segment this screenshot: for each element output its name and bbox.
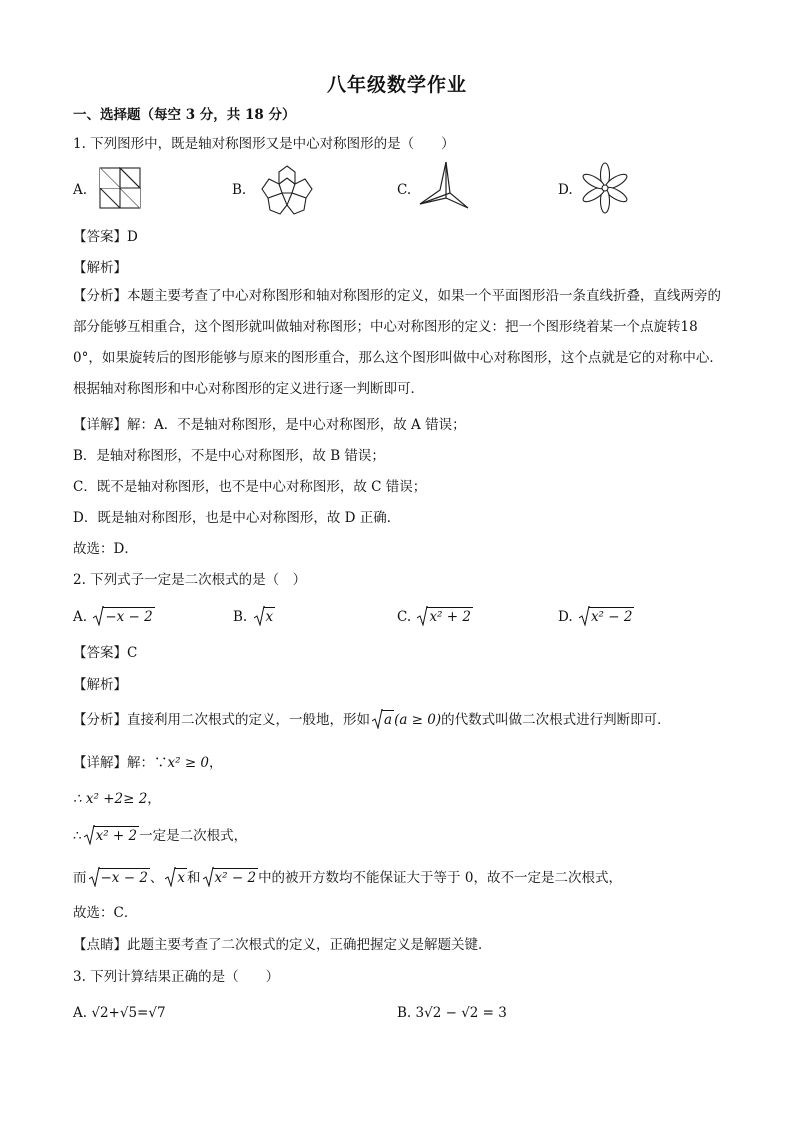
q2-detail-4 — [73, 868, 622, 887]
q1-detail-line: B．是轴对称图形，不是中心对称图形，故 B 错误； — [73, 448, 385, 464]
pentagon-ring-figure-icon — [259, 165, 315, 217]
q2-answer: 【答案】C — [73, 645, 138, 661]
q1-option-c-label: C. — [397, 182, 412, 198]
section-heading: 一、选择题（每空 3 分，共 18 分） — [73, 107, 296, 123]
q2-option-c — [397, 607, 473, 626]
q2-option-b-radicand: x — [265, 609, 274, 625]
q1-detail-line: 【详解】解：A．不是轴对称图形，是中心对称图形，故 A 错误； — [73, 417, 466, 433]
flower-figure-icon — [580, 162, 630, 214]
sqrt-expression — [579, 607, 635, 626]
q2-analysis-pre: 【分析】直接利用二次根式的定义，一般地，形如 — [73, 712, 370, 728]
q3-option-a — [73, 1004, 166, 1022]
pinwheel-figure-icon — [99, 167, 141, 209]
q2-option-c-label: C. — [397, 609, 412, 625]
q2-detail-4-and: 和 — [187, 870, 201, 886]
q1-analysis-heading: 【解析】 — [73, 260, 127, 276]
page-title: 八年级数学作业 — [326, 74, 467, 96]
q1-option-a-label: A. — [73, 182, 88, 198]
sqrt-expression — [372, 710, 394, 729]
q2-analysis-condition: (a ≥ 0) — [394, 712, 442, 728]
q2-option-a-radicand: −x − 2 — [105, 609, 153, 625]
q2-detail-4-radicand-3: x² − 2 — [214, 870, 257, 886]
q2-detail-3-pre: ∴ — [73, 828, 82, 844]
q2-detail-2 — [73, 790, 161, 808]
sqrt-expression — [93, 607, 154, 626]
q2-comment: 【点睛】此题主要考查了二次根式的定义，正确把握定义是解题关键． — [73, 937, 492, 953]
q2-detail-1 — [73, 754, 223, 772]
q2-detail-4-radicand-2: x — [177, 870, 186, 886]
q1-answer: 【答案】D — [73, 229, 138, 245]
q2-detail-2-math: ∴ x² +2≥ 2 — [73, 791, 148, 807]
q2-detail-1-pre: 【详解】解：∵ — [73, 755, 168, 771]
q3-option-b-label: B. — [397, 1005, 412, 1021]
q1-option-b-label: B. — [232, 182, 247, 198]
q2-detail-4-post: 中的被开方数均不能保证大于等于 0，故不一定是二次根式， — [258, 870, 622, 886]
q2-detail-3-post: 一定是二次根式， — [139, 828, 248, 844]
q1-choice: 故选：D． — [73, 541, 138, 557]
q2-option-b-label: B. — [233, 609, 248, 625]
q1-analysis-text: 【分析】本题主要考查了中心对称图形和轴对称图形的定义，如果一个平面图形沿一条直线折叠，直线两旁的部分能够互相重合，这个图形就叫做轴对称图形；中心对称图形的定义：把一个图形绕着某一个点旋转180°，如果旋转后的图形能够与原来的图形重合，那么这个图形叫做中心对称图形，这个点就是它的对称中心．根据轴对称图形和中心对称图形的定义进行逐一判断即可． — [73, 288, 723, 397]
q1-detail-line: D．既是轴对称图形，也是中心对称图形，故 D 正确． — [73, 510, 401, 526]
sqrt-expression — [165, 868, 187, 887]
q2-option-d-label: D. — [558, 609, 573, 625]
q2-stem: 2. 下列式子一定是二次根式的是（ ） — [73, 572, 307, 588]
q3-option-a-label: A. — [73, 1005, 88, 1021]
q2-detail-4-radicand-1: −x − 2 — [100, 870, 148, 886]
sqrt-expression — [89, 868, 150, 887]
q2-analysis-heading: 【解析】 — [73, 677, 127, 693]
q2-choice: 故选：C． — [73, 905, 138, 921]
q2-detail-4-separator: 、 — [149, 870, 164, 886]
q3-option-b-expression: 3√2 − √2 = 3 — [415, 1005, 507, 1021]
q1-detail-line: C．既不是轴对称图形，也不是中心对称图形，故 C 错误； — [73, 479, 427, 495]
q1-stem: 1. 下列图形中，既是轴对称图形又是中心对称图形的是（ ） — [73, 136, 455, 152]
three-point-star-figure-icon — [416, 160, 472, 212]
q2-option-c-radicand: x² + 2 — [429, 609, 471, 625]
sqrt-expression — [84, 826, 140, 845]
q2-detail-3-radicand: x² + 2 — [95, 828, 138, 844]
q3-option-a-expression: √2+√5=√7 — [91, 1005, 166, 1021]
q2-analysis-text — [73, 710, 671, 729]
q2-detail-3 — [73, 826, 247, 845]
q2-option-d-radicand: x² − 2 — [590, 609, 633, 625]
q2-option-a — [73, 607, 155, 626]
q2-option-b — [233, 607, 275, 626]
q2-detail-1-math: x² ≥ 0 — [167, 755, 210, 771]
sqrt-expression — [254, 607, 276, 626]
sqrt-expression — [203, 868, 259, 887]
q2-option-a-label: A. — [73, 609, 88, 625]
q2-option-d — [558, 607, 634, 626]
q2-detail-2-post: ， — [147, 791, 161, 807]
q2-detail-1-post: ， — [209, 755, 223, 771]
q3-option-b — [397, 1004, 507, 1022]
q2-detail-4-pre: 而 — [73, 870, 87, 886]
sqrt-expression — [417, 607, 473, 626]
q2-analysis-post: 的代数式叫做二次根式进行判断即可． — [441, 712, 671, 728]
q2-analysis-radicand: a — [384, 712, 393, 728]
q3-stem: 3. 下列计算结果正确的是（ ） — [73, 969, 280, 985]
q1-option-d-label: D. — [558, 182, 573, 198]
